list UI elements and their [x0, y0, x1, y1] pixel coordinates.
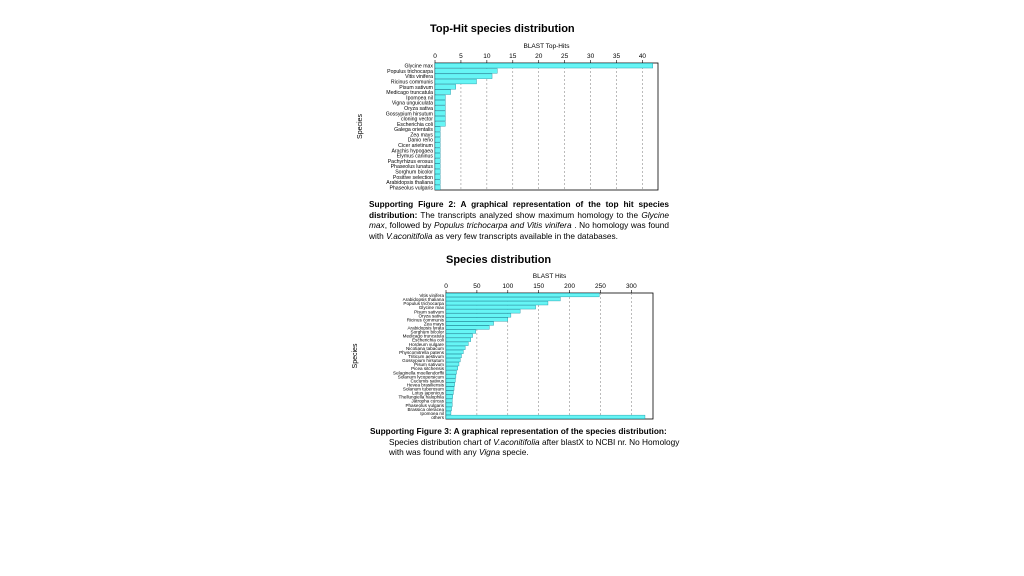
chart2-category-label: Pisum sativum [414, 362, 444, 368]
caption-1-text-2: , followed by [384, 220, 432, 231]
chart2-bar [446, 330, 476, 334]
chart2-category-label: Solanum tuberosum [402, 386, 444, 392]
chart1-category-label: Phaseolus lunatus [390, 164, 433, 171]
chart2-bar [446, 362, 459, 366]
chart2-category-label: Escherichia coli [412, 337, 444, 343]
chart2-category-label: Oryza sativa [418, 313, 444, 319]
caption-figure-3 [370, 426, 690, 458]
chart1-title: Top-Hit species distribution [430, 23, 575, 35]
chart2-bar [446, 358, 460, 362]
chart1-category-label: Medicago truncatula [386, 90, 433, 97]
chart1-x-tick-label: 40 [638, 53, 647, 60]
chart1-category-label: Danio rerio [407, 137, 433, 144]
chart2-category-label: Zea mays [423, 321, 444, 327]
chart2-x-tick-label: 300 [625, 283, 637, 290]
chart2-bar [446, 309, 520, 313]
chart2-category-label: Nicotiana tabacum [405, 345, 444, 351]
chart1-category-label: Zea mays [410, 132, 433, 139]
chart1-x-tick-label: 10 [483, 53, 491, 60]
chart1-category-label: Arabidopsis thaliana [386, 180, 433, 187]
caption-2-italic-1: V.aconitifolia [493, 436, 540, 447]
caption-1-italic-3: V.aconitifolia [386, 230, 433, 241]
chart2-category-label: Triticum aestivum [408, 354, 444, 359]
chart1-category-label: Positive selection [392, 174, 433, 181]
caption-1-text-1: The transcripts analyzed show maximum homology to the [420, 209, 639, 220]
chart2-category-label: Hordeum vulgare [408, 341, 444, 347]
chart2-category-label: Gossypium hirsutum [402, 358, 444, 364]
chart2-category-label: others [431, 414, 444, 420]
chart1-x-tick-label: 0 [433, 53, 437, 60]
chart2-category-label: Brassica oleracea [407, 406, 444, 412]
chart2-bar [446, 334, 473, 338]
caption-1-label: Supporting Figure 2: A graphical representation of the top hit species distribution: [369, 199, 669, 220]
chart2-bar [446, 407, 452, 411]
caption-2-text-3: specie. [502, 447, 529, 458]
chart2-x-tick-label: 150 [533, 283, 545, 290]
chart1-category-label: Gossypium hirsutum [385, 111, 433, 118]
chart2-category-label: Glycine max [418, 305, 444, 311]
chart2-x-tick-label: 200 [564, 283, 576, 290]
chart2-bar [446, 342, 468, 346]
chart2-category-label: Ricinus communis [406, 317, 444, 323]
chart1-category-label: Ipomoea nil [406, 95, 433, 102]
chart2-category-label: Picea sitchensis [411, 366, 444, 372]
chart2-bar [446, 301, 548, 305]
chart2-category-label: Populus trichocarpa [403, 301, 444, 307]
chart2-category-label: Lotus japonicus [412, 390, 444, 396]
caption-2-label: Supporting Figure 3: A graphical representation of the species distribution: [370, 426, 667, 436]
chart1-category-label: Oryza sativa [404, 105, 433, 112]
chart1-category-label: Vigna unguiculata [391, 100, 433, 107]
chart2-category-label: Phaseolus vulgaris [405, 402, 444, 408]
chart1-category-label: Populus trichocarpa [387, 68, 433, 75]
chart2-category-label: Cucumis sativus [410, 378, 444, 384]
chart2-bar [446, 338, 471, 342]
caption-2-italic-2: Vigna [478, 447, 501, 458]
chart1-category-label: Galega orientalis [394, 127, 433, 134]
chart1-x-tick-label: 30 [586, 53, 595, 60]
chart2-bar [446, 387, 454, 391]
chart2-category-label: Medicago truncatula [402, 333, 444, 339]
chart2-bar [446, 322, 494, 326]
chart2-category-label: Sorghum bicolor [410, 329, 444, 335]
chart2-bar [446, 399, 452, 403]
chart2-bar [446, 383, 455, 387]
chart2-bar [446, 370, 457, 374]
chart2-category-label: Arabidopsis thaliana [402, 297, 444, 303]
chart2-category-label: Solanum lycopersicum [397, 374, 444, 380]
chart2-bar [446, 354, 461, 358]
caption-1-text-4: as very few transcripts available in the databases. [434, 230, 618, 241]
chart1-category-label: Sorghum bicolor [395, 169, 433, 176]
caption-2-text-1: Species distribution chart of [389, 436, 491, 447]
chart2-bar [446, 326, 489, 330]
chart1-category-label: Ricinus communis [390, 79, 433, 86]
caption-1-text-3: . No homology was found with [369, 220, 669, 241]
chart1-category-label: Glycine max [404, 63, 433, 70]
chart1-category-label: Pisum sativum [399, 84, 433, 91]
chart1-category-label: Cicer arietinum [398, 143, 433, 150]
caption-2-text-2: after blastX to NCBI nr. No Homology with was found with any [389, 436, 680, 458]
chart2-title: Species distribution [446, 254, 552, 266]
chart2-bar [446, 318, 508, 322]
chart2-x-tick-label: 250 [595, 283, 606, 290]
chart2-bar [446, 391, 453, 395]
chart2-x-tick-label: 50 [473, 283, 481, 290]
chart1-x-tick-label: 20 [535, 53, 543, 60]
chart1-category-label: Arachis hypogaea [391, 148, 433, 155]
chart2-bar [446, 411, 451, 415]
chart2-x-axis-label: BLAST Hits [532, 273, 567, 280]
chart1-x-tick-label: 25 [561, 53, 569, 60]
chart1-x-tick-label: 5 [459, 53, 463, 60]
caption-1-italic-1: Glycine max [369, 209, 669, 231]
chart2-bar [446, 293, 599, 297]
chart2-bar [446, 314, 511, 318]
chart2-bar [446, 346, 465, 350]
chart2-bar [446, 305, 536, 309]
chart2-category-label: Physcomitrella patens [399, 349, 444, 355]
chart1-y-axis-label: Species [357, 114, 364, 139]
chart2-bar [446, 415, 645, 419]
chart1-category-label: Phaseolus vulgaris [389, 185, 433, 192]
caption-2-body [370, 437, 690, 458]
chart2-category-label: Jatropha curcas [411, 398, 444, 404]
chart2-bar [446, 350, 463, 354]
chart1-x-tick-label: 35 [612, 53, 621, 60]
chart1-category-label: cloning vector [400, 116, 433, 123]
chart2-bar [446, 297, 560, 301]
chart2-bar [446, 379, 455, 383]
chart2-category-label: Selaginella moellendorffii [393, 370, 444, 376]
chart1-category-label: Pachyrhizus erosus [387, 158, 433, 165]
chart2-category-label: Thellungiella halophila [398, 394, 444, 400]
chart2-x-tick-label: 0 [444, 283, 448, 290]
chart2-bar [446, 395, 453, 399]
chart2-bar [446, 403, 452, 407]
chart2-category-label: Arabidopsis lyrata [407, 325, 444, 331]
chart1-category-label: Elymus caninus [396, 153, 433, 160]
chart2-bar [446, 366, 458, 370]
chart2-y-axis-label: Species [352, 343, 359, 369]
chart2-category-label: Hevea brasiliensis [406, 382, 444, 388]
caption-1-italic-2: Populus trichocarpa and Vitis vinifera [434, 220, 572, 231]
chart2-category-label: Ipomoea nil [420, 410, 444, 416]
chart2-x-tick-label: 100 [502, 283, 514, 290]
chart1-category-label: Vitis vinifera [405, 74, 433, 81]
chart2-category-label: Pisum sativum [414, 309, 444, 315]
chart1-x-axis-label: BLAST Top-Hits [523, 43, 570, 50]
chart1-x-tick-label: 15 [509, 53, 517, 60]
chart1-category-label: Escherichia coli [396, 121, 433, 128]
chart2-category-label: Vitis vinifera [419, 293, 444, 299]
chart2-bar [446, 374, 456, 378]
